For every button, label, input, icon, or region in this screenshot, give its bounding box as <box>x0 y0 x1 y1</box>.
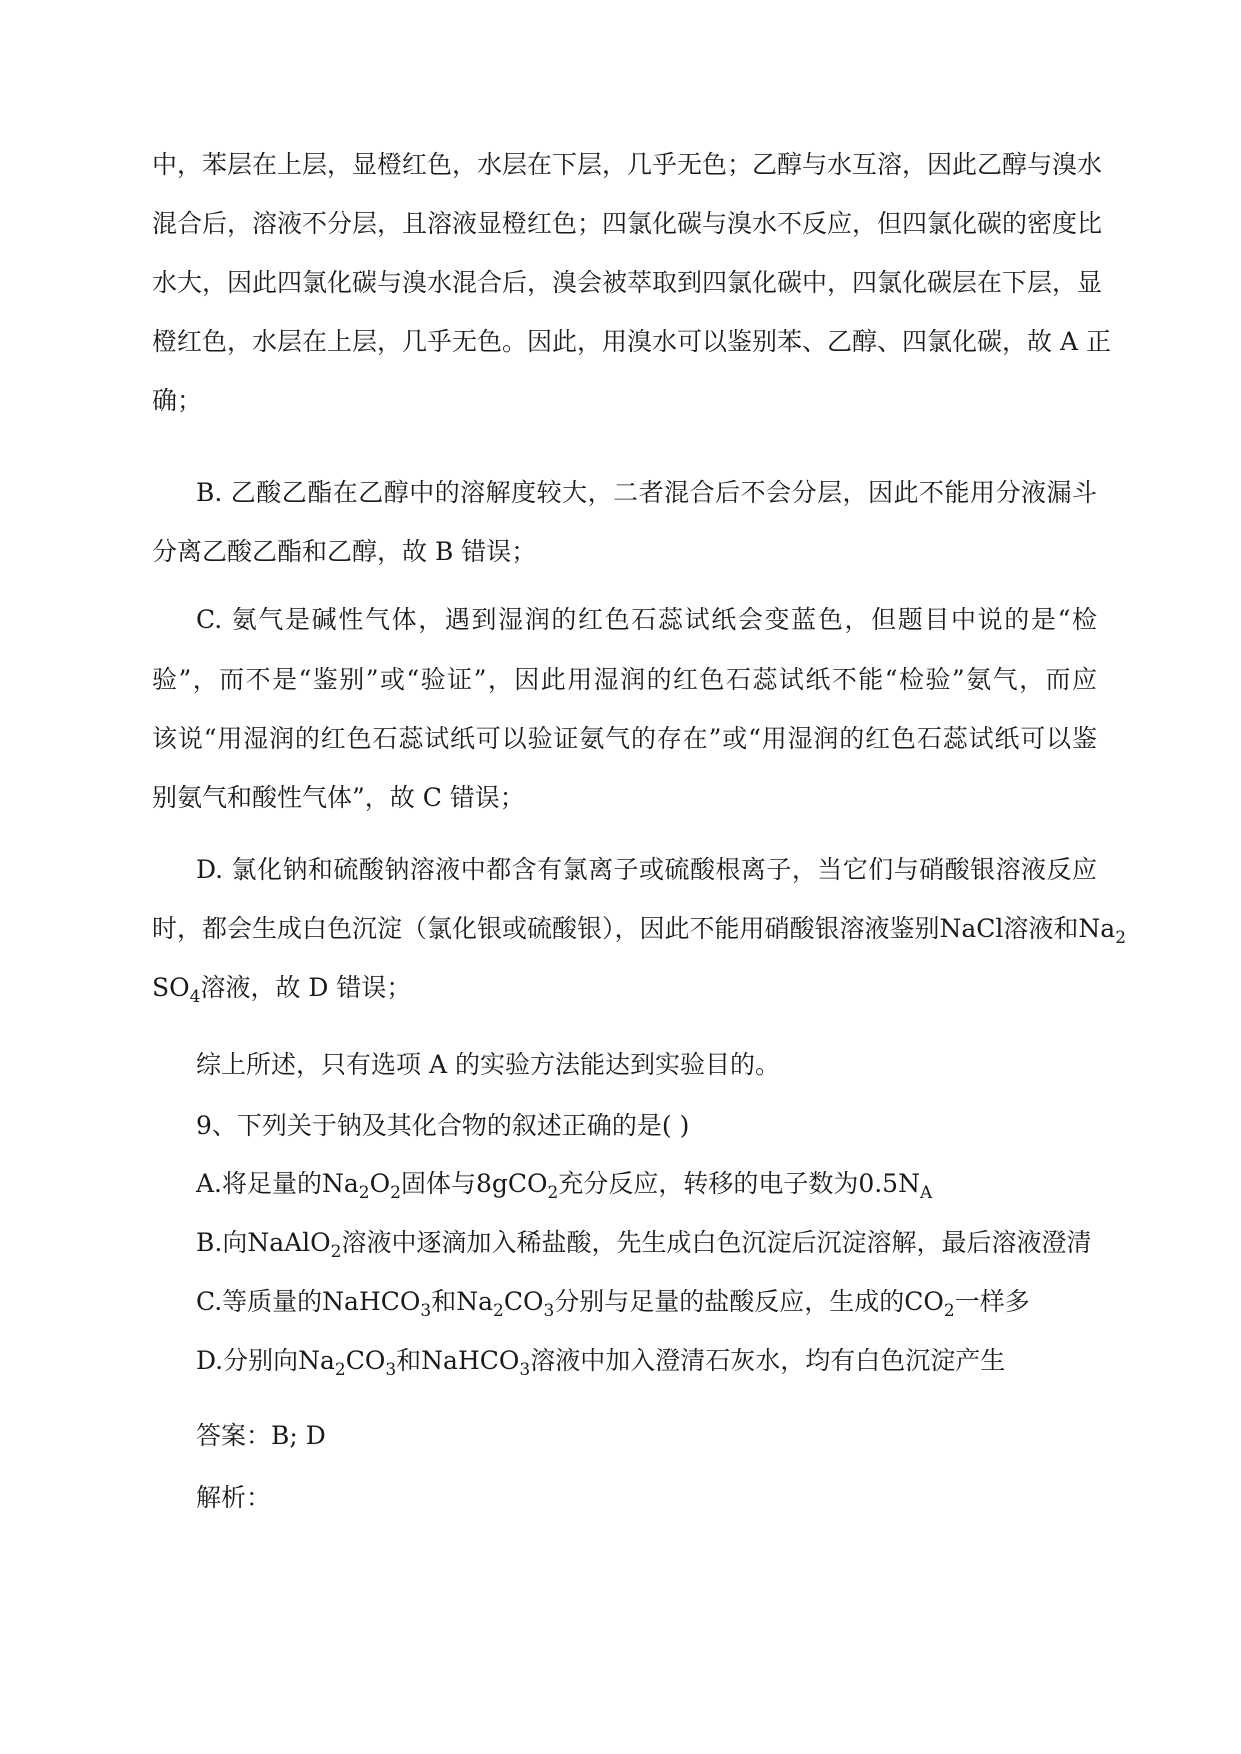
subscript: 4 <box>189 987 201 1007</box>
subscript: 3 <box>420 1301 432 1321</box>
text-line <box>152 325 1111 359</box>
option-d-explanation <box>196 853 1097 887</box>
choice-c <box>196 1285 1097 1319</box>
text-segment: 分别与足量的盐酸反应，生成的CO <box>554 1287 944 1316</box>
choice-b <box>196 1226 1097 1260</box>
text-segment: A.将足量的Na <box>196 1169 359 1198</box>
text-segment: 橙红色，水层在上层，几乎无色。因此，用溴水可以鉴别苯、乙醇、四氯化碳，故 A 正 <box>152 327 1111 356</box>
subscript: 2 <box>943 1301 955 1321</box>
text-segment: O <box>369 1169 391 1198</box>
question-9 <box>196 1109 1097 1143</box>
text-segment: 综上所述，只有选项 A 的实验方法能达到实验目的。 <box>196 1050 780 1079</box>
text-segment: B.向NaAlO <box>196 1228 331 1257</box>
text-segment: C.等质量的NaHCO <box>196 1287 421 1316</box>
subscript: 2 <box>493 1301 504 1321</box>
subscript: 3 <box>385 1360 397 1380</box>
text-segment: 答案：B; D <box>196 1421 326 1450</box>
summary-line <box>196 1048 1097 1082</box>
text-line <box>152 781 1097 815</box>
text-segment: 该说“用湿润的红色石蕊试纸可以验证氨气的存在”或“用湿润的红色石蕊试纸可以鉴 <box>152 724 1097 753</box>
text-line <box>152 535 1097 569</box>
choice-d <box>196 1344 1097 1378</box>
subscript: A <box>919 1183 933 1203</box>
subscript: 2 <box>334 1360 346 1380</box>
text-segment: 充分反应，转移的电子数为0.5N <box>558 1169 920 1198</box>
text-line <box>152 207 1103 241</box>
answer-line <box>196 1419 1097 1453</box>
text-segment: 别氨气和酸性气体”，故 C 错误； <box>152 783 525 812</box>
text-segment: C. 氨气是碱性气体，遇到湿润的红色石蕊试纸会变蓝色，但题目中说的是“检 <box>196 605 1097 634</box>
text-segment: 和Na <box>431 1287 493 1316</box>
text-line <box>152 971 1097 1005</box>
text-segment: 中，苯层在上层，显橙红色，水层在下层，几乎无色；乙醇与水互溶，因此乙醇与溴水 <box>152 150 1103 179</box>
text-line <box>152 722 1097 756</box>
subscript: 2 <box>358 1183 370 1203</box>
text-line <box>152 384 1097 418</box>
text-segment: CO <box>503 1287 544 1316</box>
option-b-explanation <box>196 476 1097 510</box>
text-segment: 溶液，故 D 错误； <box>200 973 412 1002</box>
subscript: 2 <box>547 1183 559 1203</box>
choice-a <box>196 1167 1097 1201</box>
analysis-label <box>196 1481 1097 1515</box>
subscript: 2 <box>1115 928 1127 948</box>
text-line <box>152 912 1127 948</box>
option-c-explanation <box>196 603 1097 637</box>
text-segment: 混合后，溶液不分层，且溶液显橙红色；四氯化碳与溴水不反应，但四氯化碳的密度比 <box>152 209 1103 238</box>
text-line <box>152 663 1097 697</box>
text-segment: 和NaHCO <box>396 1346 520 1375</box>
text-line <box>152 148 1103 182</box>
subscript: 3 <box>519 1360 531 1380</box>
text-segment: 溶液中逐滴加入稀盐酸，先生成白色沉淀后沉淀溶解，最后溶液澄清 <box>341 1228 1092 1257</box>
subscript: 2 <box>330 1242 342 1262</box>
text-segment: 9、下列关于钠及其化合物的叙述正确的是( ) <box>196 1111 690 1140</box>
text-segment: 解析： <box>196 1483 272 1512</box>
text-segment: 分离乙酸乙酯和乙醇，故 B 错误； <box>152 537 537 566</box>
text-segment: B. 乙酸乙酯在乙醇中的溶解度较大，二者混合后不会分层，因此不能用分液漏斗 <box>196 478 1097 507</box>
text-segment: CO <box>345 1346 386 1375</box>
text-segment: D. 氯化钠和硫酸钠溶液中都含有氯离子或硫酸根离子，当它们与硝酸银溶液反应 <box>196 855 1097 884</box>
text-segment: SO <box>152 973 190 1002</box>
text-segment: 水大，因此四氯化碳与溴水混合后，溴会被萃取到四氯化碳中，四氯化碳层在下层，显 <box>152 268 1103 297</box>
text-segment: 时，都会生成白色沉淀（氯化银或硫酸银），因此不能用硝酸银溶液鉴别NaCl溶液和Na <box>152 914 1116 943</box>
text-segment: 确； <box>152 386 203 415</box>
text-segment: 一样多 <box>954 1287 1030 1316</box>
text-segment: 验”，而不是“鉴别”或“验证”，因此用湿润的红色石蕊试纸不能“检验”氨气，而应 <box>152 665 1097 694</box>
text-segment: 溶液中加入澄清石灰水，均有白色沉淀产生 <box>530 1346 1006 1375</box>
subscript: 3 <box>543 1301 555 1321</box>
subscript: 2 <box>390 1183 401 1203</box>
text-segment: 固体与8gCO <box>400 1169 548 1198</box>
text-line <box>152 266 1103 300</box>
text-segment: D.分别向Na <box>196 1346 335 1375</box>
